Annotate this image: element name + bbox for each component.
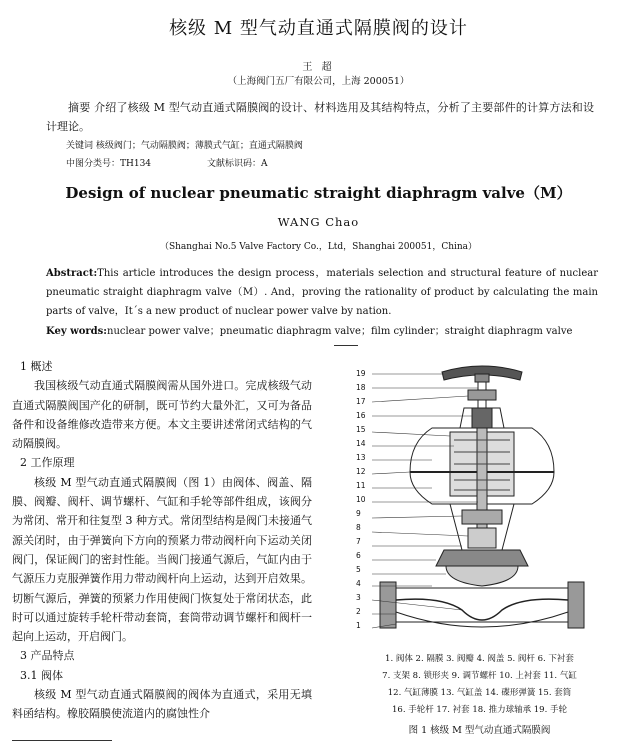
section-heading-3: 3 产品特点 <box>20 649 75 663</box>
paper-title-en: Design of nuclear pneumatic straight diaphragm valve（M） <box>65 184 572 202</box>
valve-figure <box>332 360 632 650</box>
bonnet-drawing <box>436 550 528 566</box>
paragraph-1: 我国核级气动直通式隔膜阀需从国外进口。完成核级气动直通式隔膜阀国产化的研制，既可节约大量外汇，又可为备品备件和设备维修改造带来方便。本文主要讲述常闭式结构的气动隔膜阀。 <box>12 379 312 451</box>
figure-caption-line-2: 7. 支架 8. 锁形夹 9. 调节螺杆 10. 上衬套 11. 气缸 <box>382 671 577 681</box>
figure-part-number: 6 <box>356 551 361 560</box>
paragraph-3: 核级 M 型气动直通式隔膜阀的阀体为直通式，采用无填料函结构。橡胶隔膜使流道内的腐蚀性介 <box>12 688 312 721</box>
figure-part-number: 12 <box>356 467 366 476</box>
section-heading-1: 1 概述 <box>20 360 53 373</box>
figure-part-number: 7 <box>356 537 361 546</box>
figure-part-number: 3 <box>356 593 361 602</box>
paragraph-2: 核级 M 型气动直通式隔膜阀（图 1）由阀体、阀盖、隔膜、阀瓣、阀杆、调节螺杆、气缸和手轮等部件组成，该阀分为常闭、常开和往复型 3 种方式。常闭型结构是阀门未接通气源关闭时，由于弹簧向下方向的预紧力带动阀杆向下运动关闭阀门，保证阀门的密封性能。当阀门接通气源后，气缸内由于气源压力克服弹簧作用力带动阀杆向上运动，达到开启效果。切断气源后，弹簧的预紧力作用使阀门恢复处于常闭状态，此时可以通过旋转手轮杆带动套筒，套筒带动调节螺杆和阀杆一起向上运动，开启阀门。 <box>12 475 312 644</box>
figure-part-number: 5 <box>356 565 361 574</box>
abstract-cn: 摘要 介绍了核级 M 型气动直通式隔膜阀的设计、材料选用及其结构特点，分析了主要部件的计算方法和设计理论。 <box>46 101 594 133</box>
clc-number: 中图分类号：TH134 <box>66 159 152 169</box>
document-code: 文献标识码：A <box>207 159 268 169</box>
abstract-en-label: Abstract: <box>46 268 98 279</box>
classification-line <box>66 156 324 169</box>
author-cn: 王 超 <box>302 62 335 73</box>
figure-caption-line-4: 16. 手轮杆 17. 衬套 18. 推力球轴承 19. 手轮 <box>392 705 567 715</box>
figure-part-number: 4 <box>356 579 361 588</box>
figure-part-number: 18 <box>356 383 366 392</box>
keywords-en <box>46 322 572 337</box>
figure-part-number: 16 <box>356 411 366 420</box>
body-column <box>12 357 312 724</box>
figure-part-number: 2 <box>356 607 361 616</box>
figure-part-number: 17 <box>356 397 366 406</box>
affiliation-en: （Shanghai No.5 Valve Factory Co.，Ltd，Shanghai 200051，China） <box>159 242 478 252</box>
keywords-cn: 关键词 核级阀门；气动隔膜阀；薄膜式气缸；直通式隔膜阀 <box>66 141 303 151</box>
author-en: WANG Chao <box>277 215 360 229</box>
keywords-en-label: Key words: <box>46 326 107 337</box>
keywords-en-text: nuclear power valve；pneumatic diaphragm valve；film cylinder；straight diaphragm valve <box>107 326 573 337</box>
figure-part-number: 8 <box>356 523 361 532</box>
subsection-heading-3-1: 3.1 阀体 <box>20 668 63 682</box>
figure-caption-line-3: 12. 气缸薄膜 13. 气缸盖 14. 碟形弹簧 15. 套筒 <box>387 688 572 698</box>
figure-title: 图 1 核级 M 型气动直通式隔膜阀 <box>408 725 551 736</box>
section-divider <box>334 345 358 346</box>
figure-part-number: 15 <box>356 425 366 434</box>
section-heading-2: 2 工作原理 <box>20 456 75 470</box>
figure-part-number: 9 <box>356 509 361 518</box>
affiliation-cn: （上海阀门五厂有限公司，上海 200051） <box>227 76 410 87</box>
figure-part-number: 14 <box>356 439 366 448</box>
figure-part-number: 13 <box>356 453 366 462</box>
figure-part-number: 19 <box>356 369 366 378</box>
figure-part-number: 1 <box>356 621 361 630</box>
figure-part-number: 11 <box>356 481 366 490</box>
abstract-en-text: This article introduces the design process，materials selection and structural feature of nuclear pneumatic straight diaphragm valve（M）. And，proving the rationality of product by calculating the main parts of valve，It´s a new product of nuclear power valve by nation. <box>46 268 598 317</box>
paper-title-cn: 核级 M 型气动直通式隔膜阀的设计 <box>169 18 468 39</box>
abstract-en <box>46 264 598 321</box>
footnote-rule <box>12 740 112 741</box>
figure-caption-line-1: 1. 阀体 2. 隔膜 3. 阀瓣 4. 阀盖 5. 阀杆 6. 下衬套 <box>385 654 574 664</box>
figure-part-number: 10 <box>356 495 366 504</box>
